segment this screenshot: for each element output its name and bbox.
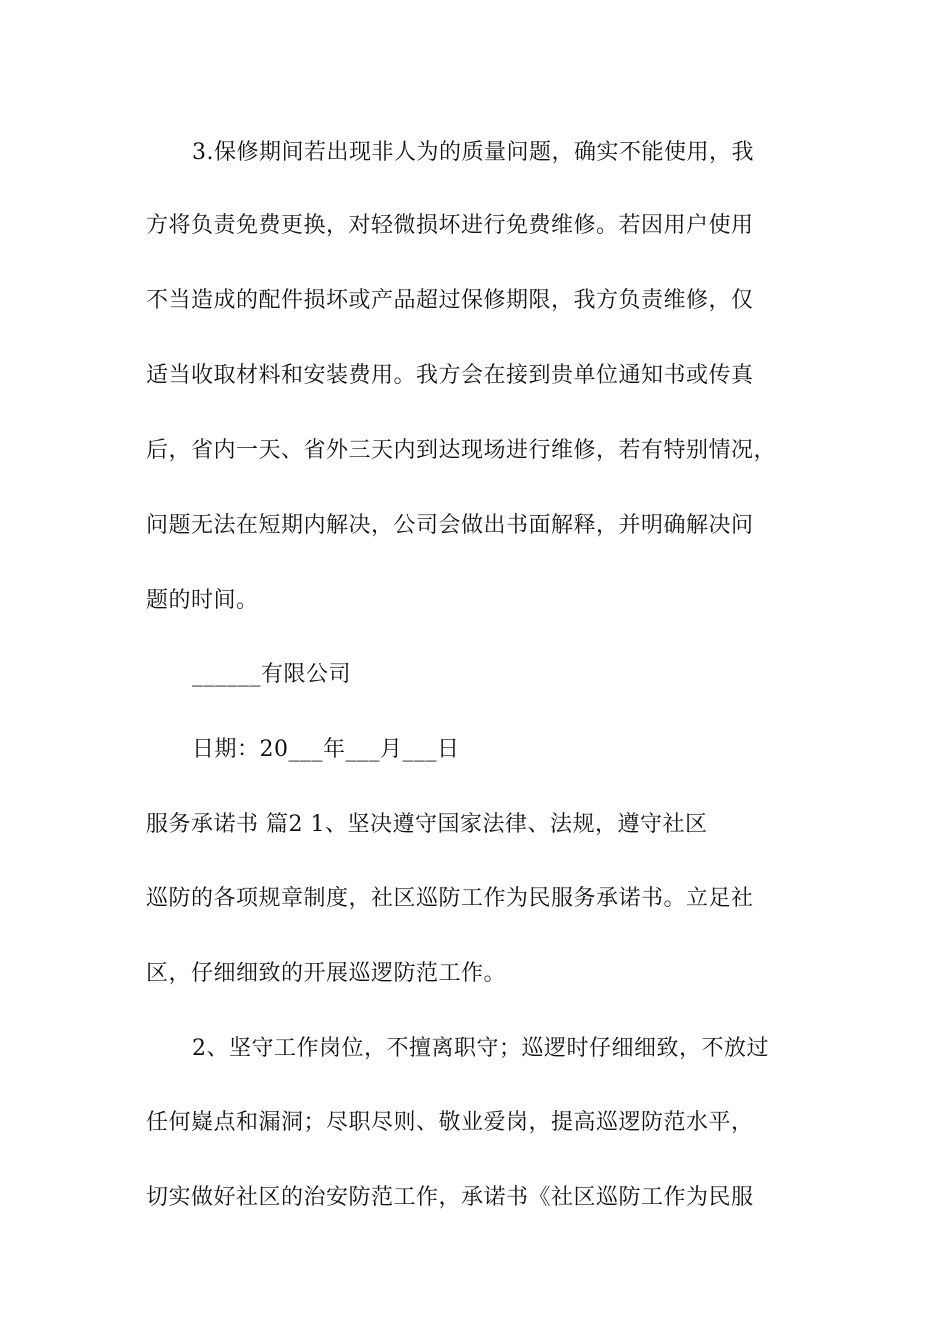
paragraph-line: 适当收取材料和安装费用。我方会在接到贵单位通知书或传真: [146, 363, 754, 388]
paragraph-line: 区，仔细细致的开展巡逻防范工作。: [146, 961, 507, 986]
paragraph-line: 方将负责免费更换，对轻微损坏进行免费维修。若因用户使用: [146, 213, 754, 238]
section-heading-line: 服务承诺书 篇2 1、坚决遵守国家法律、法规，遵守社区: [146, 812, 708, 837]
paragraph-line: 后，省内一天、省外三天内到达现场进行维修，若有特别情况，: [146, 438, 777, 463]
paragraph-line: 巡防的各项规章制度，社区巡防工作为民服务承诺书。立足社: [146, 886, 754, 911]
paragraph-line: 问题无法在短期内解决，公司会做出书面解释，并明确解决问: [146, 513, 754, 538]
date-line: 日期：20___年___月___日: [192, 737, 460, 762]
company-signature-line: ______有限公司: [192, 662, 352, 687]
paragraph-line: 题的时间。: [146, 588, 259, 613]
paragraph-line: 任何嶷点和漏洞；尽职尽则、敬业爱岗，提高巡逻防范水平，: [146, 1110, 754, 1135]
paragraph-line: 切实做好社区的治安防范工作，承诺书《社区巡防工作为民服: [146, 1185, 754, 1210]
paragraph-line: 2、坚守工作岗位，不擅离职守；巡逻时仔细细致，不放过: [192, 1036, 769, 1061]
paragraph-line: 不当造成的配件损坏或产品超过保修期限，我方负责维修，仅: [146, 288, 754, 313]
paragraph-line: 3.保修期间若出现非人为的质量问题，确实不能使用，我: [192, 140, 754, 165]
